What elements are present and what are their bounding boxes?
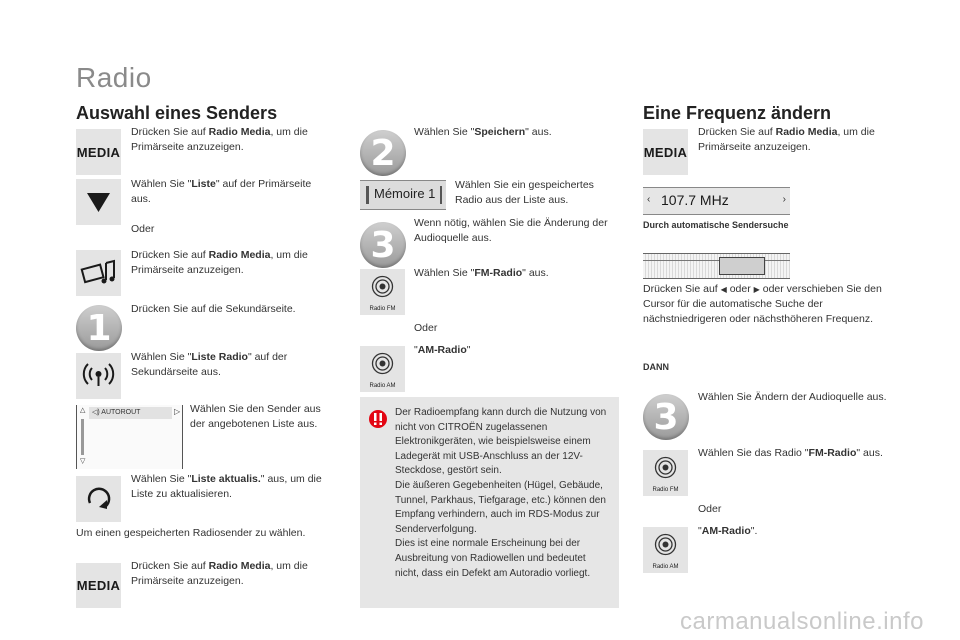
text-bold: FM-Radio [474, 267, 523, 279]
text-segment: " aus. [525, 126, 552, 138]
auto-search-label: Durch automatische Sendersuche [643, 220, 789, 230]
chevron-right-icon[interactable]: ▷ [174, 407, 181, 416]
radio-am-label: Radio AM [369, 383, 396, 389]
middle-step-3: Wenn nötig, wählen Sie die Änderung der Audioquelle aus. [414, 217, 608, 244]
station-list-item[interactable] [89, 407, 172, 419]
chevron-right-icon[interactable]: › [782, 194, 786, 205]
text-segment: , um die Primärseite anzuzeigen. [131, 126, 308, 153]
text-segment: Wählen Sie das Radio " [698, 447, 809, 459]
right-step-4 [698, 446, 898, 461]
radio-wave-icon [371, 352, 394, 375]
text-segment: " auf der Sekundärseite aus. [131, 351, 288, 378]
text-segment: " aus, um die Liste zu aktualisieren. [131, 473, 322, 500]
slider-cursor[interactable] [719, 257, 765, 275]
slider-track [643, 260, 790, 261]
divider [440, 186, 442, 204]
scrollbar[interactable] [81, 419, 84, 455]
section-heading-change-frequency: Eine Frequenz ändern [643, 103, 832, 123]
text-segment: , um die Primärseite anzuzeigen. [131, 560, 308, 587]
warning-note-text: Der Radioempfang kann durch die Nutzung von nicht von CITROËN zugelassenen Elektronikgeräten, wie beispielsweise einem Ladegerät mit USB-Anschluss an der 12V-Steckdose, gestört sein. Die äußeren Gegebenheiten (Hügel, Gebäude, Tunnel, Parkhaus, Tiefgarage, etc.) können den Empfang verhindern, auch im RDS-Modus zur Senderverfolgung. Dies ist eine normale Erscheinung bei der Ausbreitung von Radiowellen und bedeutet nicht, dass ein Defekt am Autoradio vorliegt. [395, 407, 607, 579]
arrow-up-icon[interactable]: △ [80, 407, 86, 414]
text-segment: oder [729, 283, 751, 295]
step-number-badge: 1 [76, 305, 122, 351]
text-bold: FM-Radio [808, 447, 857, 459]
middle-step-4 [414, 266, 614, 281]
left-step-8 [131, 559, 326, 589]
text-segment: " aus. [856, 447, 883, 459]
scrollbar [366, 186, 369, 204]
text-segment: , um die Primärseite anzuzeigen. [131, 249, 308, 276]
radio-fm-button[interactable] [643, 450, 688, 496]
radio-media-icon[interactable] [76, 250, 121, 296]
radio-wave-icon [371, 275, 394, 298]
radio-fm-label: Radio FM [652, 487, 679, 493]
chevron-left-icon[interactable]: ‹ [647, 194, 651, 205]
text-bold: AM-Radio [701, 525, 751, 537]
radio-fm-button[interactable] [360, 269, 405, 315]
text-segment: " aus. [522, 267, 549, 279]
text-bold: Radio Media [208, 560, 271, 572]
text-segment: Drücken Sie auf [131, 560, 209, 572]
then-label: DANN [643, 362, 669, 372]
right-step-2 [643, 282, 903, 327]
memory-label: Mémoire 1 [374, 186, 436, 201]
station-list-screen[interactable] [76, 405, 183, 469]
radio-wave-icon [654, 533, 677, 556]
chevron-left-icon: ◀ [720, 285, 727, 294]
text-segment: ". [750, 525, 758, 537]
step-number-badge: 2 [360, 130, 406, 176]
text-bold: Liste aktualis. [191, 473, 261, 485]
refresh-icon[interactable] [76, 476, 121, 522]
or-label: Oder [698, 503, 722, 515]
arrow-down-icon[interactable]: ▽ [80, 458, 86, 465]
radio-am-label: Radio AM [652, 564, 679, 570]
radio-wave-icon [654, 456, 677, 479]
text-bold: Liste [191, 178, 216, 190]
text-segment: Drücken Sie auf [131, 126, 209, 138]
text-segment: Drücken Sie auf [698, 126, 776, 138]
text-bold: Speichern [474, 126, 526, 138]
speaker-icon: ◁) [92, 409, 100, 416]
text-segment: Drücken Sie auf [643, 283, 718, 295]
text-segment: Wählen Sie " [131, 473, 192, 485]
left-step-6: Wählen Sie den Sender aus der angebotenen Liste aus. [190, 403, 321, 430]
radio-am-button[interactable] [360, 346, 405, 392]
media-button-icon[interactable]: MEDIA [76, 129, 121, 175]
warning-icon [368, 409, 388, 429]
or-label: Oder [131, 223, 155, 235]
text-segment: " [414, 344, 418, 356]
radio-am-button[interactable] [643, 527, 688, 573]
text-segment: Wählen Sie " [414, 267, 475, 279]
text-segment: " [466, 344, 471, 356]
step-number-badge: 3 [643, 394, 689, 440]
memory-preset-button[interactable] [360, 180, 446, 210]
media-button-icon[interactable]: MEDIA [643, 129, 688, 175]
text-bold: Radio Media [208, 126, 271, 138]
saved-station-intro: Um einen gespeicherten Radiosender zu wählen. [76, 527, 306, 539]
radio-fm-label: Radio FM [369, 306, 396, 312]
frequency-slider[interactable] [643, 253, 790, 279]
station-name: AUTOROUT [101, 409, 141, 416]
list-arrow-icon[interactable] [76, 179, 121, 225]
middle-step-2: Wählen Sie ein gespeichertes Radio aus der Liste aus. [455, 179, 594, 206]
text-segment: Wählen Sie " [131, 178, 192, 190]
page-title: Radio [76, 62, 152, 93]
left-step-2 [131, 177, 326, 207]
middle-step-1 [414, 125, 614, 140]
radio-list-icon[interactable] [76, 353, 121, 399]
text-bold: Radio Media [208, 249, 271, 261]
frequency-value: 107.7 MHz [661, 192, 729, 208]
text-bold: AM-Radio [417, 344, 467, 356]
step-number-badge: 3 [360, 222, 406, 268]
text-segment: Drücken Sie auf [131, 249, 209, 261]
right-step-3: Wählen Sie Ändern der Audioquelle aus. [698, 391, 887, 403]
text-segment: oder verschieben Sie den Cursor für die automatische Suche der nächstniedrigeren oder nächsthöheren Frequenz. [643, 283, 882, 325]
text-segment: Wählen Sie " [414, 126, 475, 138]
left-step-5 [131, 350, 326, 380]
media-button-icon[interactable]: MEDIA [76, 563, 121, 608]
left-step-3 [131, 248, 326, 278]
middle-am-option [414, 343, 470, 358]
section-heading-select-station: Auswahl eines Senders [76, 103, 278, 123]
text-segment: " auf der Primärseite aus. [131, 178, 312, 205]
right-step-1 [698, 125, 893, 155]
warning-note-box [360, 397, 619, 608]
watermark: carmanualsonline.info [680, 608, 924, 635]
frequency-display[interactable] [643, 187, 790, 215]
left-step-7 [131, 472, 331, 502]
left-step-4: Drücken Sie auf die Sekundärseite. [131, 303, 296, 315]
text-bold: Liste Radio [191, 351, 248, 363]
text-segment: , um die Primärseite anzuzeigen. [698, 126, 875, 153]
or-label: Oder [414, 322, 438, 334]
text-segment: Wählen Sie " [131, 351, 192, 363]
chevron-right-icon: ▶ [753, 285, 760, 294]
text-segment: " [698, 525, 702, 537]
right-am-option [698, 524, 757, 539]
text-bold: Radio Media [775, 126, 838, 138]
left-step-1 [131, 125, 326, 155]
